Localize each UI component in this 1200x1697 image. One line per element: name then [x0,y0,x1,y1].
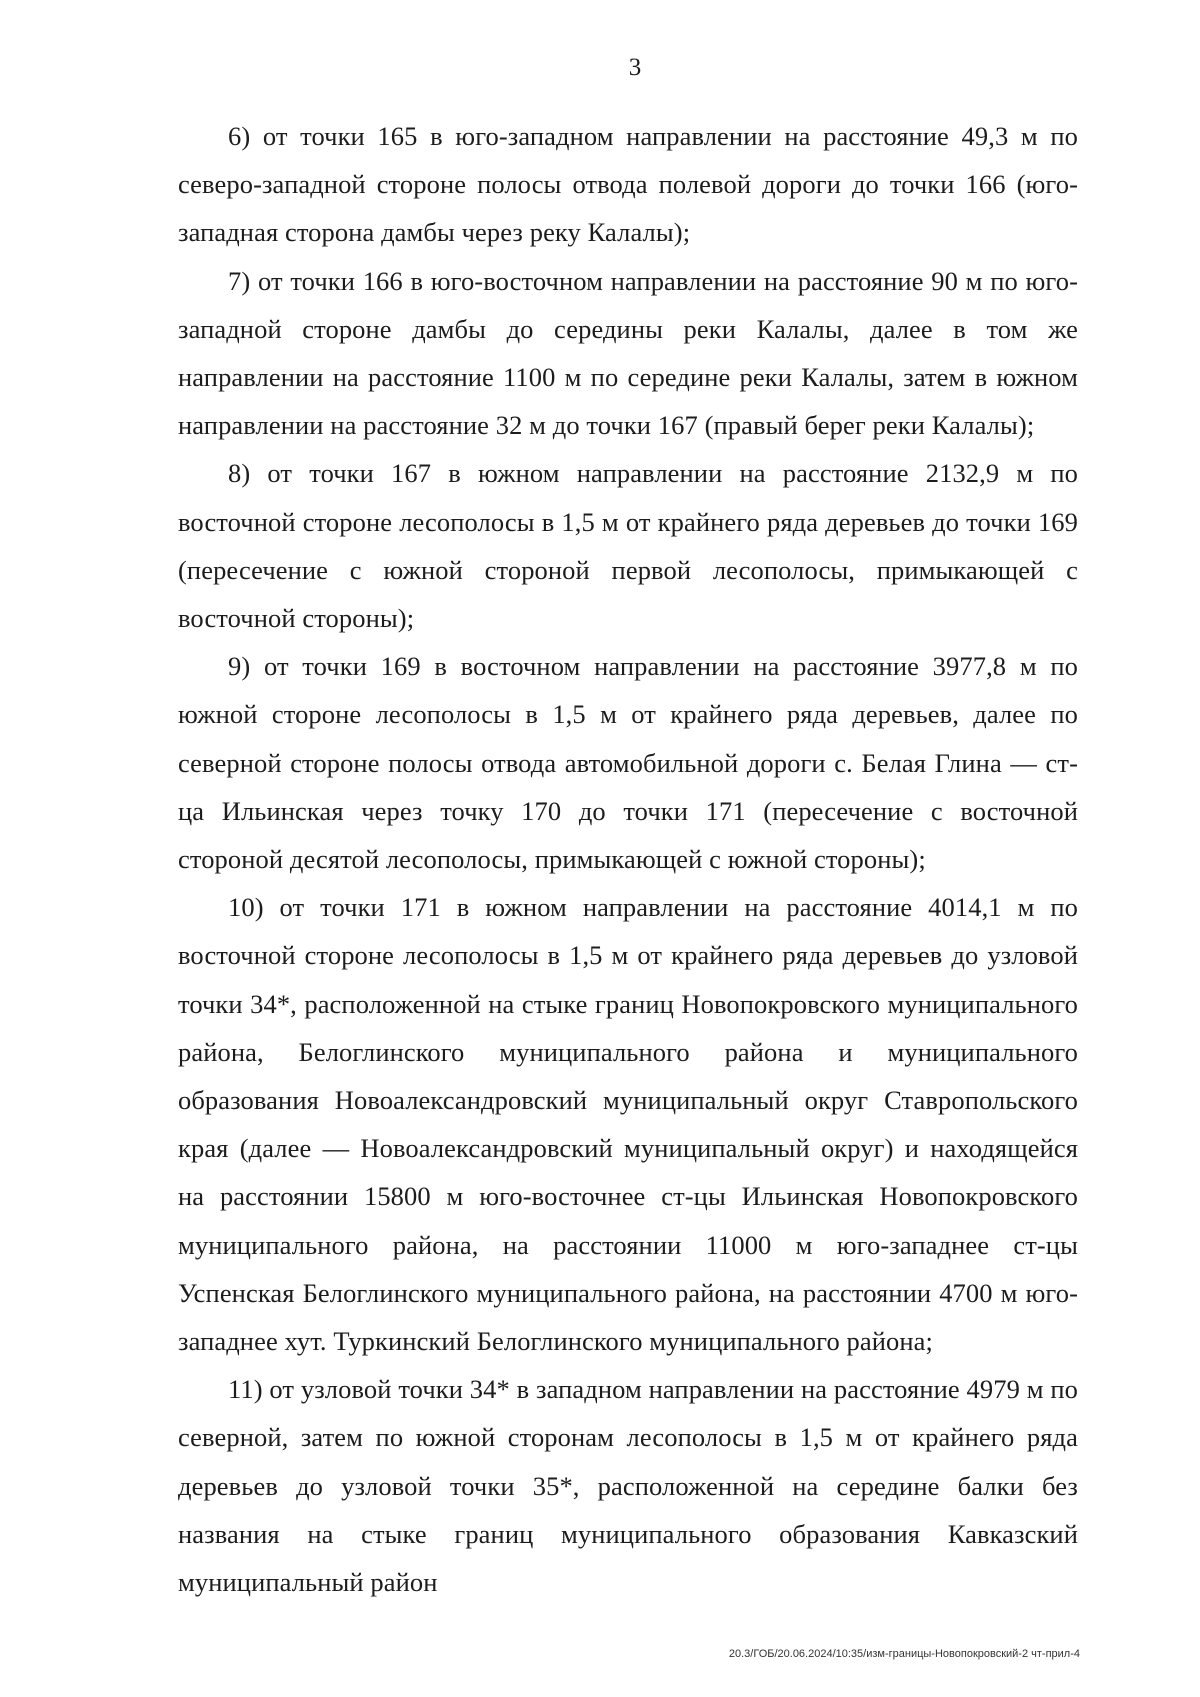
paragraph-item-7: 7) от точки 166 в юго-восточном направлении на расстояние 90 м по юго-западной стороне дамбы до середины реки Калалы, далее в том же направлении на расстояние 1100 м по середине реки Калалы, затем в южном направлении на расстояние 32 м до точки 167 (правый берег реки Калалы); [178,265,1078,441]
paragraph-item-6: 6) от точки 165 в юго-западном направлении на расстояние 49,3 м по северо-западной стороне полосы отвода полевой дороги до точки 166 (юго-западная сторона дамбы через реку Калалы); [178,121,1078,248]
document-body [178,112,1078,1606]
page-number: 3 [628,54,642,81]
paragraph-item-11: 11) от узловой точки 34* в западном направлении на расстояние 4979 м по северной, затем по южной сторонам лесополосы в 1,5 м от крайнего ряда деревьев до узловой точки 35*, расположенной на середине балки без названия на стыке границ муниципального образования Кавказский муниципальный район [178,1374,1078,1598]
paragraph-item-8: 8) от точки 167 в южном направлении на расстояние 2132,9 м по восточной стороне лесополосы в 1,5 м от крайнего ряда деревьев до точки 169 (пересечение с южной стороной первой лесополосы, примыкающей с восточной стороны); [178,458,1078,634]
document-footer-code: 20.3/ГОБ/20.06.2024/10:35/изм-границы-Новопокровский-2 чт-прил-4 [728,1648,1080,1660]
paragraph-item-9: 9) от точки 169 в восточном направлении на расстояние 3977,8 м по южной стороне лесополосы в 1,5 м от крайнего ряда деревьев, далее по северной стороне полосы отвода автомобильной дороги с. Белая Глина — ст-ца Ильинская через точку 170 до точки 171 (пересечение с восточной стороной десятой лесополосы, примыкающей с южной стороны); [178,651,1078,875]
paragraph-item-10: 10) от точки 171 в южном направлении на расстояние 4014,1 м по восточной стороне лесополосы в 1,5 м от крайнего ряда деревьев до узловой точки 34*, расположенной на стыке границ Новопокровского муниципального района, Белоглинского муниципального района и муниципального образования Новоалександровский муниципальный округ Ставропольского края (далее — Новоалександровский муниципальный округ) и находящейся на расстоянии 15800 м юго-восточнее ст-цы Ильинская Новопокровского муниципального района, на расстоянии 11000 м юго-западнее ст-цы Успенская Белоглинского муниципального района, на расстоянии 4700 м юго-западнее хут. Туркинский Белоглинского муниципального района; [178,892,1078,1357]
